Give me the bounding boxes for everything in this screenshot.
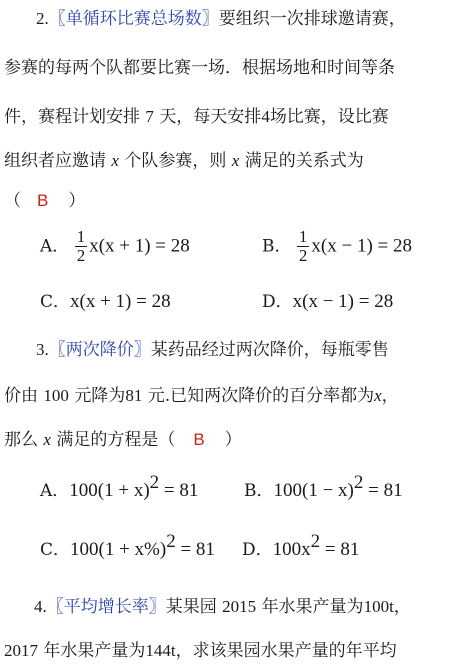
q3-option-a-exponent: 2 (149, 472, 160, 493)
q2-option-c-expr: x(x + 1) = 28 (70, 291, 171, 312)
q4-year-2: 2017 (4, 641, 38, 660)
q3-to-price: 81 (125, 386, 143, 405)
q3-option-d-label: D． (242, 540, 273, 560)
q2-option-a (40, 228, 190, 265)
q3-option-c (40, 531, 215, 561)
q2-paren-close: ） (68, 191, 86, 211)
q3-option-a-tail: = 81 (159, 480, 199, 501)
frac-numerator: 1 (298, 227, 308, 246)
q3-option-b-exponent: 2 (353, 472, 364, 493)
q3-var-x-2: x (43, 430, 51, 449)
q3-option-b-label: B． (244, 481, 274, 501)
q2-line-2 (4, 57, 467, 79)
q3-number: 3. (36, 340, 49, 359)
q3-from-price: 100 (43, 386, 69, 405)
q2-line-3 (4, 106, 467, 128)
q2-text-4b: 个队参赛，则 (124, 151, 227, 171)
q3-text-2d: ， (381, 386, 399, 406)
q2-text-3b: 天，每天安排 (159, 107, 262, 127)
q2-paren-open: （ (4, 191, 21, 211)
q3-topic-tag: 〖两次降价〗 (48, 340, 151, 360)
q4-text-1b: 年水果产量为 (261, 597, 364, 617)
q2-text-1: 要组织一次排球邀请赛， (218, 9, 406, 29)
q3-option-b-expr: 100(1 − x) (273, 480, 354, 501)
q2-option-b-label: B． (262, 236, 292, 257)
q2-games: 4 (261, 107, 270, 126)
q4-amount-2: 144t (145, 641, 176, 660)
q2-option-d (262, 291, 393, 313)
q2-option-d-expr: x(x − 1) = 28 (292, 291, 394, 312)
q3-text-3b: 满足的方程是（ (56, 430, 176, 450)
q4-topic-tag: 〖平均增长率〗 (46, 597, 166, 617)
q3-line-2 (4, 385, 467, 407)
q3-option-a-expr: 100(1 + x) (69, 480, 150, 501)
q3-option-b-tail: = 81 (363, 480, 403, 501)
q3-option-c-label: C． (40, 540, 71, 560)
q4-line-1 (34, 596, 467, 618)
q4-line-2 (4, 640, 467, 662)
q2-days: 7 (145, 107, 154, 126)
q4-year-1: 2015 (222, 597, 257, 616)
q2-option-b-expr: x(x − 1) = 28 (311, 235, 412, 257)
q4-text-1a: 某果园 (165, 597, 217, 617)
q2-line-1 (36, 8, 467, 30)
q2-text-4c: 满足的关系式为 (244, 151, 364, 171)
q2-option-c (40, 291, 171, 313)
q3-text-2a: 价由 (4, 386, 38, 406)
q3-text-1: 某药品经过两次降价，每瓶零售 (150, 340, 389, 360)
q3-text-3a: 那么 (4, 430, 38, 450)
q2-topic-tag: 〖单循环比赛总场数〗 (48, 9, 219, 29)
q3-option-a (40, 472, 199, 502)
q2-option-a-expr: x(x + 1) = 28 (89, 235, 190, 257)
q2-number: 2. (36, 9, 49, 28)
frac-numerator: 1 (76, 227, 86, 246)
q2-answer-line (4, 190, 467, 212)
q2-option-d-label: D． (262, 292, 293, 312)
q2-option-b (262, 228, 412, 265)
q3-option-c-exponent: 2 (166, 531, 176, 552)
q3-line-3 (4, 429, 467, 451)
q2-var-x-2: x (231, 151, 240, 170)
q3-option-c-tail: = 81 (175, 539, 215, 560)
q3-option-d-exponent: 2 (310, 531, 321, 552)
q2-text-3a: 件，赛程计划安排 (4, 107, 140, 127)
q2-answer: B (37, 191, 49, 210)
q2-option-c-label: C． (40, 292, 71, 312)
q3-line-1 (36, 339, 467, 361)
frac-denominator: 2 (298, 246, 308, 265)
q3-option-b (244, 472, 403, 502)
q2-line-4 (4, 150, 467, 172)
q2-text-2: 参赛的每两个队都要比赛一场．根据场地和时间等条 (4, 58, 395, 78)
q3-answer: B (193, 430, 205, 449)
q3-option-a-label: A． (40, 481, 70, 501)
q4-number: 4. (34, 597, 47, 616)
q2-option-b-fraction (297, 228, 310, 265)
frac-denominator: 2 (76, 246, 86, 265)
q4-text-2b: ，求该果园水果产量的年平均 (175, 641, 397, 661)
q3-option-d-expr: 100x (272, 539, 311, 560)
q4-text-2a: 年水果产量为 (43, 641, 146, 661)
q3-paren-close: ） (224, 430, 242, 450)
q3-text-2c: 元.已知两次降价的百分率都为 (147, 386, 375, 406)
q2-text-4a: 组织者应邀请 (4, 151, 106, 171)
q3-option-d (242, 531, 360, 561)
q2-option-a-fraction (75, 228, 88, 265)
q3-var-x: x (374, 386, 382, 405)
q3-text-2b: 元降为 (74, 386, 126, 406)
q3-option-d-tail: = 81 (320, 539, 360, 560)
q2-option-a-label: A． (40, 236, 70, 257)
q2-text-3c: 场比赛，设比赛 (269, 107, 389, 127)
q3-option-c-expr: 100(1 + x%) (70, 539, 167, 560)
q4-amount-1: 100t (363, 597, 394, 616)
q4-text-1c: ， (393, 597, 411, 617)
q2-var-x: x (111, 151, 119, 170)
